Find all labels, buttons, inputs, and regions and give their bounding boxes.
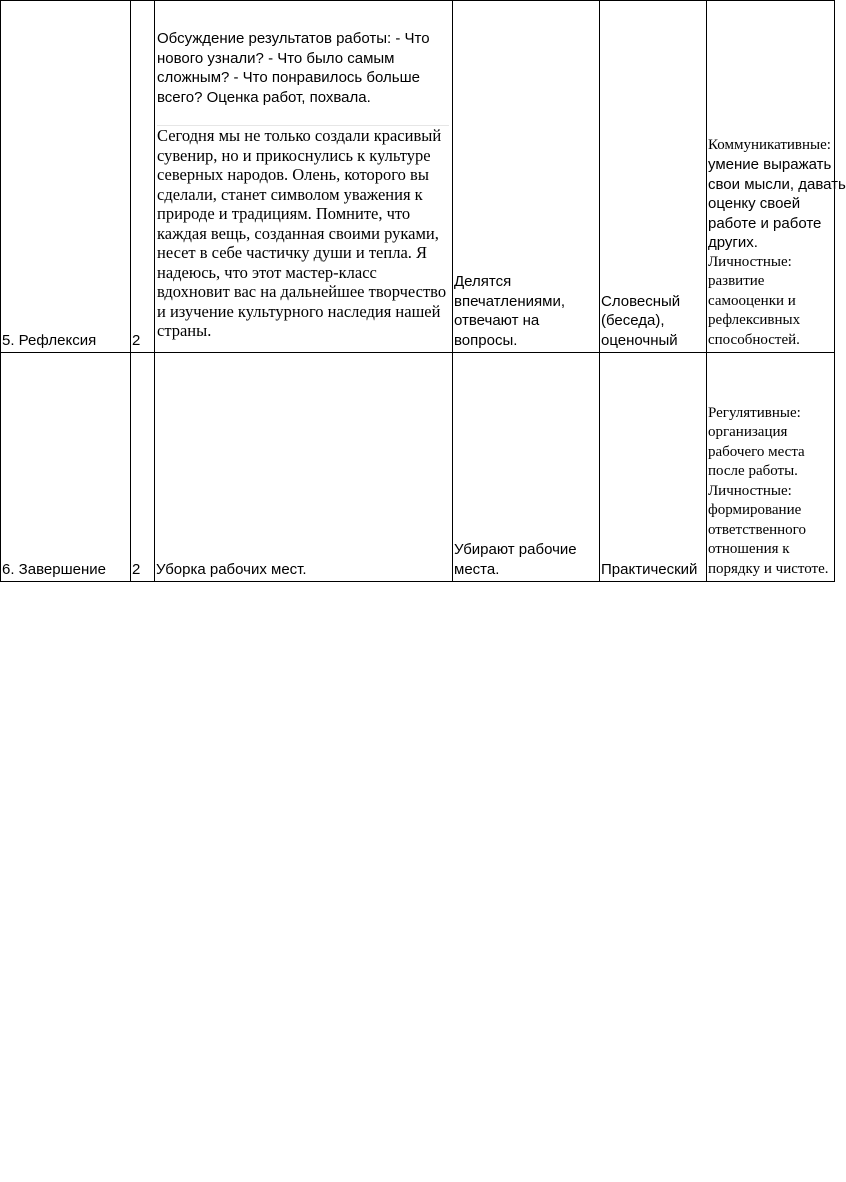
uud-line: работе и работе: [708, 214, 822, 232]
minutes-cell: [131, 353, 155, 582]
uud-line: ответственного: [708, 521, 806, 538]
teacher-activity-cell: [155, 353, 453, 582]
uud-line: самооценки и: [708, 292, 796, 309]
student-activity-text: Делятся впечатлениями, отвечают на вопросы.: [454, 273, 566, 349]
uud-line: формирование: [708, 502, 802, 518]
minutes-cell: [131, 1, 155, 353]
discussion-text: Обсуждение результатов работы: - Что нового узнали? - Что было самым сложным? - Что понравилось больше всего? Оценка работ, похвала.: [157, 30, 430, 106]
student-activity-cell: [453, 1, 600, 353]
uud-line: Коммуникативные:: [708, 136, 831, 153]
uud-line: Личностные:: [708, 482, 792, 499]
uud-line: оценку своей: [708, 195, 801, 212]
uud-line: свои мысли, давать: [708, 175, 846, 193]
method-text: Практический: [601, 560, 698, 578]
stage-minutes: 2: [132, 560, 141, 578]
stage-cell: [1, 1, 131, 353]
uud-line: порядку и чистоте.: [708, 560, 829, 577]
student-activity-cell: [453, 353, 600, 582]
stage-name: 5. Рефлексия: [2, 331, 97, 349]
teacher-content-text: Уборка рабочих мест.: [156, 560, 307, 578]
uud-line: после работы.: [708, 463, 798, 479]
uud-line: Личностные:: [708, 253, 792, 270]
uud-line: способностей.: [708, 331, 800, 348]
stage-name: 6. Завершение: [2, 560, 106, 578]
uud-line: рефлексивных: [708, 312, 801, 328]
table-row-reflection: [1, 1, 835, 353]
stage-cell: [1, 353, 131, 582]
student-activity-text: Убирают рабочие места.: [454, 541, 577, 578]
uud-line: организация: [708, 424, 788, 440]
uud-line: отношения к: [708, 541, 790, 557]
uud-line: умение выражать: [708, 156, 832, 173]
method-text: Словесный (беседа), оценочный: [601, 292, 681, 349]
uud-line: Регулятивные:: [708, 404, 801, 421]
lesson-plan-table: [0, 0, 846, 582]
uud-line: развитие: [708, 273, 765, 289]
table-row-completion: [1, 353, 835, 582]
teacher-speech-text: Сегодня мы не только создали красивый сувенир, но и прикоснулись к культуре северных народов. Олень, которого вы сделали, станет символом уважения к природе и традициям. Помните, что каждая вещь, созданная своими руками, несет в себе частичку души и тепла. Я надеюсь, что этот мастер-класс вдохновит вас на дальнейшее творчество и изучение культурного наследия нашей страны.: [157, 125, 449, 341]
teacher-activity-cell: [155, 1, 453, 353]
uud-line: других.: [708, 234, 758, 251]
uud-cell: [707, 353, 835, 582]
method-cell: [600, 353, 707, 582]
stage-minutes: 2: [132, 331, 141, 349]
uud-line: рабочего места: [708, 443, 805, 460]
method-cell: [600, 1, 707, 353]
uud-cell: [707, 1, 846, 353]
